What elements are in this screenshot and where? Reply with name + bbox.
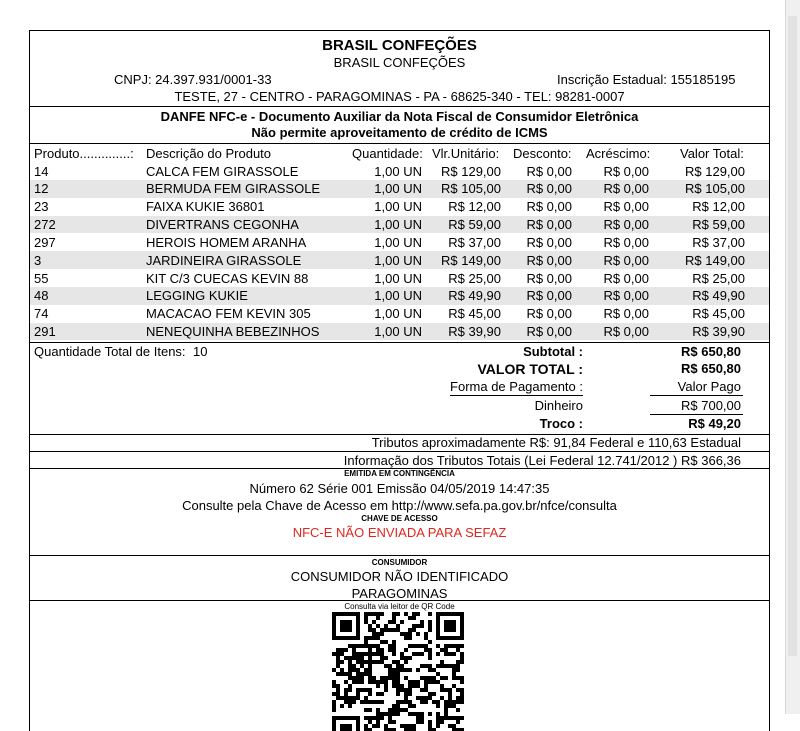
divider (30, 342, 769, 343)
qty-total-label: Quantidade Total de Itens: (34, 344, 186, 359)
cell-unit-price: R$ 129,00 (441, 163, 501, 179)
total-label: VALOR TOTAL : (477, 361, 583, 377)
cell-product-code: 14 (34, 163, 49, 179)
cell-unit-price: R$ 149,00 (441, 252, 501, 268)
cell-product-code: 272 (34, 217, 56, 233)
col-description: Descrição do Produto (146, 146, 272, 161)
cell-discount: R$ 0,00 (526, 234, 572, 250)
cell-product-code: 12 (34, 181, 49, 197)
company-address: TESTE, 27 - CENTRO - PARAGOMINAS - PA - 68625-340 - TEL: 98281-0007 (174, 89, 625, 104)
col-product: Produto..............: (34, 146, 134, 161)
subtotal-value: R$ 650,80 (681, 344, 741, 359)
cell-discount: R$ 0,00 (526, 324, 572, 340)
cell-description: LEGGING KUKIE (146, 288, 248, 304)
company-cnpj: CNPJ: 24.397.931/0001-33 (114, 72, 272, 87)
cell-total: R$ 37,00 (692, 234, 745, 250)
cell-product-code: 74 (34, 306, 49, 322)
consumer-label: CONSUMIDOR (371, 558, 428, 567)
cell-discount: R$ 0,00 (526, 181, 572, 197)
cell-product-code: 48 (34, 288, 49, 304)
contingency-label: EMITIDA EM CONTINGÊNCIA (344, 469, 455, 478)
cell-surcharge: R$ 0,00 (603, 306, 649, 322)
company-ie: Inscrição Estadual: 155185195 (557, 72, 736, 87)
cell-product-code: 23 (34, 199, 49, 215)
cell-discount: R$ 0,00 (526, 252, 572, 268)
cell-total: R$ 49,90 (692, 288, 745, 304)
cell-discount: R$ 0,00 (526, 199, 572, 215)
vertical-scrollbar[interactable] (785, 0, 800, 714)
cell-total: R$ 105,00 (685, 181, 745, 197)
table-row (30, 233, 769, 251)
window-top-edge (0, 0, 800, 12)
cell-unit-price: R$ 45,00 (448, 306, 501, 322)
cell-surcharge: R$ 0,00 (603, 181, 649, 197)
cell-quantity: 1,00 UN (374, 270, 422, 286)
cell-quantity: 1,00 UN (374, 288, 422, 304)
doc-title: DANFE NFC-e - Documento Auxiliar da Nota Fiscal de Consumidor Eletrônica (160, 109, 639, 124)
cell-surcharge: R$ 0,00 (603, 199, 649, 215)
cell-total: R$ 45,00 (692, 306, 745, 322)
cell-description: HEROIS HOMEM ARANHA (146, 234, 307, 250)
cell-description: NENEQUINHA BEBEZINHOS (146, 324, 320, 340)
change-label: Troco : (539, 416, 583, 431)
cell-surcharge: R$ 0,00 (603, 217, 649, 233)
cell-unit-price: R$ 39,90 (448, 324, 501, 340)
qr-code-graphic (332, 612, 464, 731)
sefaz-status: NFC-E NÃO ENVIADA PARA SEFAZ (292, 525, 507, 540)
cell-unit-price: R$ 12,00 (448, 199, 501, 215)
nfce-receipt (29, 30, 770, 731)
cell-description: BERMUDA FEM GIRASSOLE (146, 181, 321, 197)
divider (30, 106, 769, 107)
cell-surcharge: R$ 0,00 (603, 163, 649, 179)
divider (30, 143, 769, 144)
cell-product-code: 291 (34, 324, 56, 340)
cell-discount: R$ 0,00 (526, 270, 572, 286)
cell-total: R$ 25,00 (692, 270, 745, 286)
table-row (30, 287, 769, 305)
underline (650, 395, 743, 396)
cell-description: KIT C/3 CUECAS KEVIN 88 (146, 270, 309, 286)
emission-number: Número 62 Série 001 Emissão 04/05/2019 14:47:35 (249, 481, 550, 496)
underline (450, 395, 583, 396)
cell-quantity: 1,00 UN (374, 252, 422, 268)
cell-surcharge: R$ 0,00 (603, 234, 649, 250)
table-row (30, 323, 769, 341)
cell-unit-price: R$ 49,90 (448, 288, 501, 304)
cell-discount: R$ 0,00 (526, 217, 572, 233)
cell-total: R$ 39,90 (692, 324, 745, 340)
cell-quantity: 1,00 UN (374, 306, 422, 322)
cell-unit-price: R$ 59,00 (448, 217, 501, 233)
col-unit-price: Vlr.Unitário: (432, 146, 500, 161)
cell-quantity: 1,00 UN (374, 181, 422, 197)
cell-surcharge: R$ 0,00 (603, 270, 649, 286)
cell-discount: R$ 0,00 (526, 163, 572, 179)
col-surcharge: Acréscimo: (586, 146, 651, 161)
cell-total: R$ 149,00 (685, 252, 745, 268)
cell-product-code: 55 (34, 270, 49, 286)
cell-quantity: 1,00 UN (374, 217, 422, 233)
cell-product-code: 3 (34, 252, 42, 268)
qr-caption: Consulta via leitor de QR Code (344, 602, 455, 611)
cell-quantity: 1,00 UN (374, 163, 422, 179)
cell-total: R$ 129,00 (685, 163, 745, 179)
cell-quantity: 1,00 UN (374, 234, 422, 250)
total-value: R$ 650,80 (681, 361, 741, 376)
cell-description: FAIXA KUKIE 36801 (146, 199, 265, 215)
consumer-name: CONSUMIDOR NÃO IDENTIFICADO (290, 569, 509, 584)
cell-unit-price: R$ 105,00 (441, 181, 501, 197)
cell-description: DIVERTRANS CEGONHA (146, 217, 299, 233)
table-row (30, 269, 769, 287)
divider (30, 555, 769, 556)
payment-amount: R$ 700,00 (681, 398, 741, 413)
cell-description: CALCA FEM GIRASSOLE (146, 163, 299, 179)
cell-unit-price: R$ 25,00 (448, 270, 501, 286)
company-trade-name: BRASIL CONFEÇÕES (333, 55, 466, 70)
cell-quantity: 1,00 UN (374, 199, 422, 215)
change-value: R$ 49,20 (688, 416, 741, 431)
paid-value-label: Valor Pago (677, 379, 741, 394)
col-quantity: Quantidade: (352, 146, 423, 161)
access-key-label: CHAVE DE ACESSO (361, 514, 438, 523)
divider (30, 451, 769, 452)
table-row (30, 162, 769, 180)
qty-total-value: 10 (193, 344, 208, 359)
table-row (30, 305, 769, 323)
cell-discount: R$ 0,00 (526, 306, 572, 322)
consumer-city: PARAGOMINAS (351, 586, 448, 601)
cell-surcharge: R$ 0,00 (603, 252, 649, 268)
qr-code-icon (332, 612, 464, 731)
table-row (30, 198, 769, 216)
taxes-approx: Tributos aproximadamente R$: 91,84 Federal e 110,63 Estadual (371, 435, 741, 450)
payment-method: Dinheiro (534, 398, 583, 413)
scrollbar-thumb[interactable] (788, 16, 797, 656)
table-row (30, 251, 769, 269)
cell-surcharge: R$ 0,00 (603, 288, 649, 304)
consult-url: Consulte pela Chave de Acesso em http://www.sefa.pa.gov.br/nfce/consulta (182, 498, 617, 513)
doc-subtitle: Não permite aproveitamento de crédito de ICMS (251, 125, 548, 140)
col-total: Valor Total: (680, 146, 744, 161)
cell-description: MACACAO FEM KEVIN 305 (146, 306, 311, 322)
cell-description: JARDINEIRA GIRASSOLE (146, 252, 302, 268)
table-row (30, 216, 769, 234)
col-discount: Desconto: (513, 146, 572, 161)
cell-unit-price: R$ 37,00 (448, 234, 501, 250)
cell-quantity: 1,00 UN (374, 324, 422, 340)
payment-method-label: Forma de Pagamento : (450, 379, 583, 394)
cell-total: R$ 12,00 (692, 199, 745, 215)
cell-surcharge: R$ 0,00 (603, 324, 649, 340)
cell-total: R$ 59,00 (692, 217, 745, 233)
table-row (30, 180, 769, 198)
underline (650, 414, 743, 415)
cell-product-code: 297 (34, 234, 56, 250)
divider (30, 600, 769, 601)
cell-discount: R$ 0,00 (526, 288, 572, 304)
taxes-total: Informação dos Tributos Totais (Lei Federal 12.741/2012 ) R$ 366,36 (343, 453, 741, 468)
subtotal-label: Subtotal : (523, 344, 583, 359)
company-name: BRASIL CONFEÇÕES (322, 37, 477, 54)
